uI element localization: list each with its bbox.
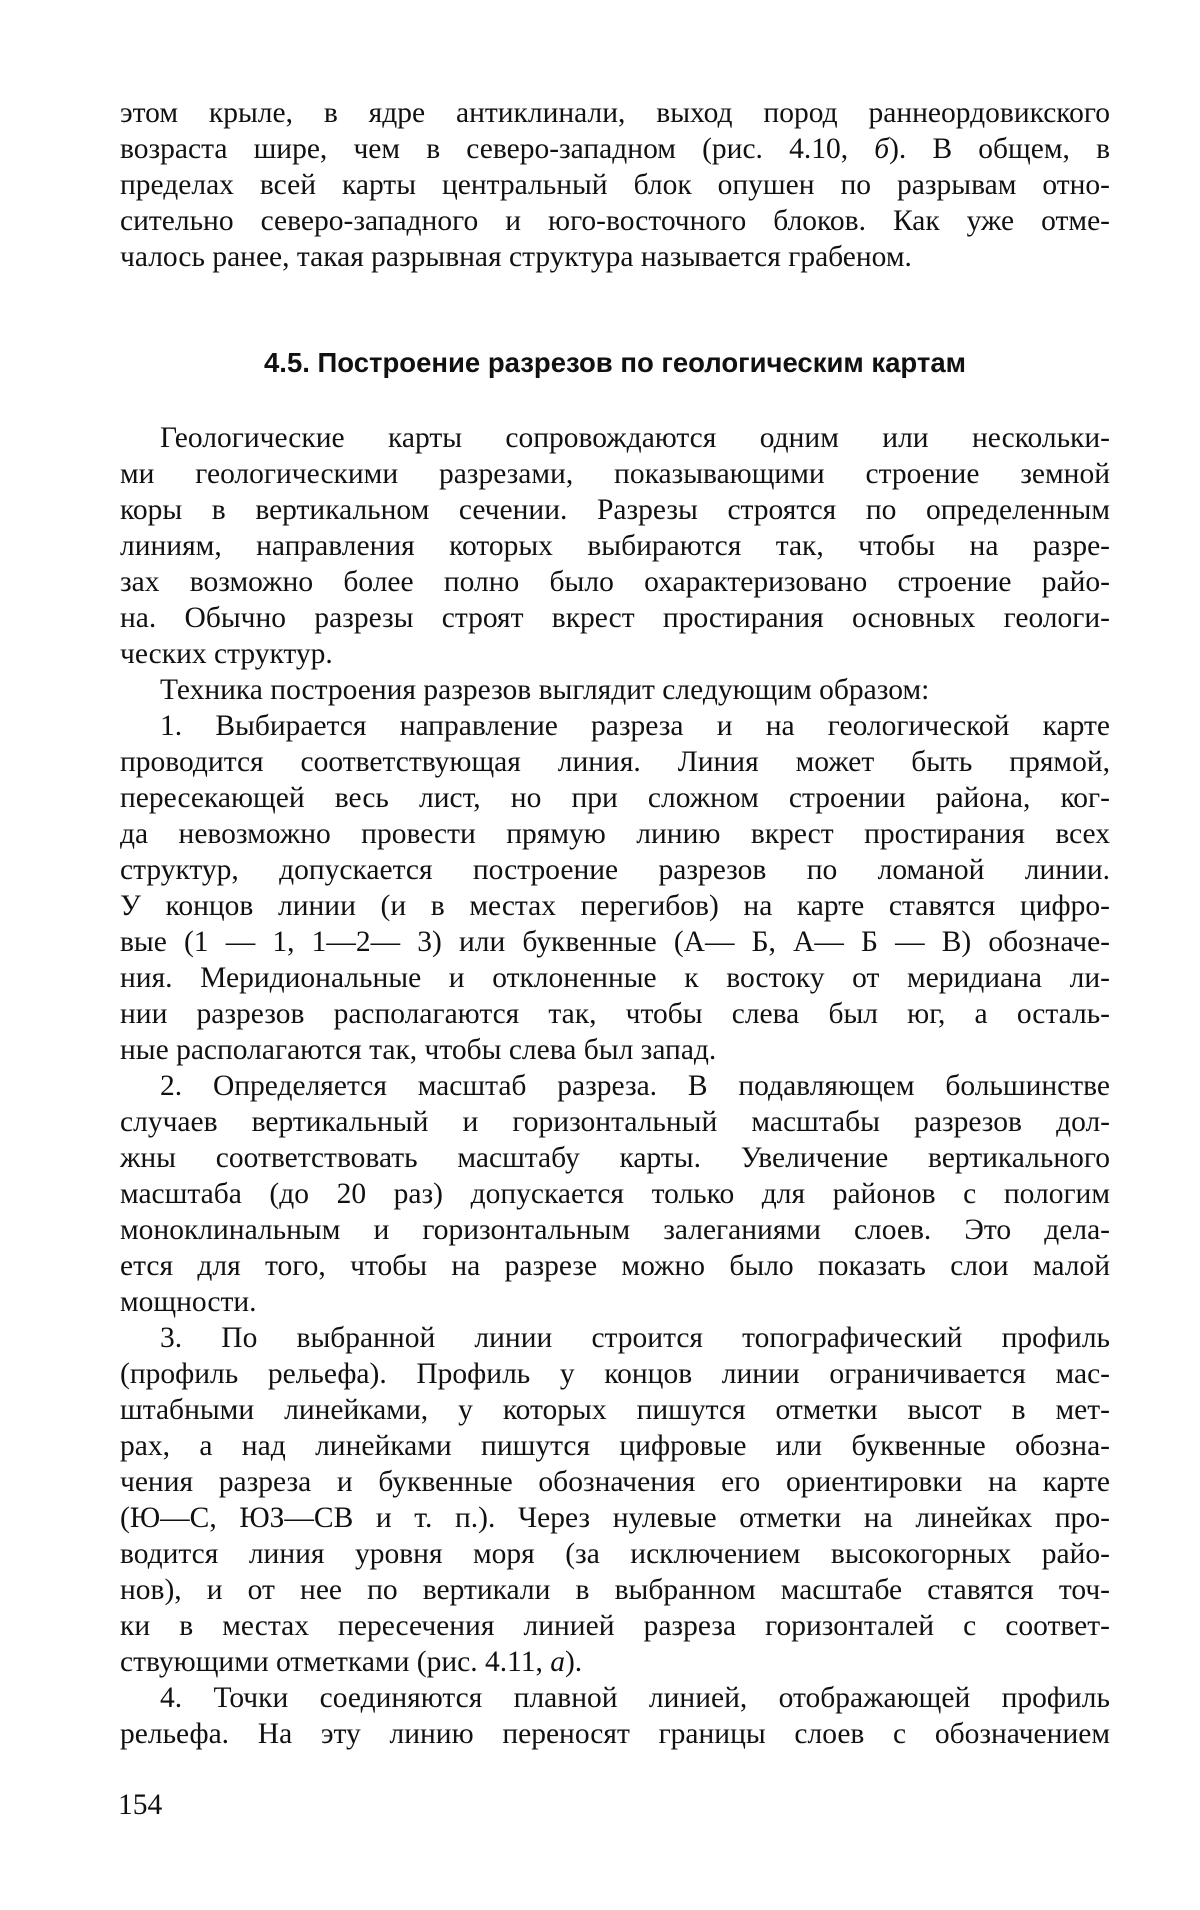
text-line: чения разреза и буквенные обозначения его ориентировки на карте	[120, 1464, 1110, 1500]
text-line: жны соответствовать масштабу карты. Увеличение вертикального	[120, 1140, 1110, 1176]
text-line: Геологические карты сопровождаются одним или нескольки-	[160, 420, 1110, 456]
italic-figure-label: б	[874, 133, 889, 165]
text-line: коры в вертикальном сечении. Разрезы строятся по определенным	[120, 492, 1110, 528]
text-fragment: ). В общем, в	[889, 133, 1110, 165]
page-number: 154	[118, 1787, 162, 1823]
italic-figure-label: а	[550, 1646, 565, 1678]
section-heading: 4.5. Построение разрезов по геологическим картам	[120, 343, 1110, 383]
text-fragment: ствующими отметками (рис. 4.11,	[120, 1646, 543, 1678]
text-line: пересекающей весь лист, но при сложном строении района, ког-	[120, 780, 1110, 816]
text-line: 3. По выбранной линии строится топографический профиль	[160, 1320, 1110, 1356]
text-line: У концов линии (и в местах перегибов) на карте ставятся цифро-	[120, 888, 1110, 924]
text-fragment: возраста шире, чем в северо-западном (рис. 4.10,	[120, 133, 848, 165]
text-line: рельефа. На эту линию переносят границы слоев с обозначением	[120, 1716, 1110, 1752]
text-line: ется для того, чтобы на разрезе можно было показать слои малой	[120, 1248, 1110, 1284]
text-line: водится линия уровня моря (за исключением высокогорных райо-	[120, 1536, 1110, 1572]
text-line: зах возможно более полно было охарактеризовано строение райо-	[120, 564, 1110, 600]
text-line: 1. Выбирается направление разреза и на геологической карте	[160, 708, 1110, 744]
text-line: нов), и от нее по вертикали в выбранном масштабе ставятся точ-	[120, 1572, 1110, 1608]
text-line: рах, а над линейками пишутся цифровые или буквенные обозна-	[120, 1428, 1110, 1464]
text-line: 2. Определяется масштаб разреза. В подавляющем большинстве	[160, 1068, 1110, 1104]
text-line: вые (1 — 1, 1—2— 3) или буквенные (А— Б, А— Б — В) обозначе-	[120, 924, 1110, 960]
text-line: структур, допускается построение разрезов по ломаной линии.	[120, 852, 1110, 888]
text-line: нии разрезов располагаются так, чтобы слева был юг, а осталь-	[120, 996, 1110, 1032]
book-page	[0, 0, 1200, 1910]
text-line: ния. Меридиональные и отклоненные к востоку от меридиана ли-	[120, 960, 1110, 996]
text-line: да невозможно провести прямую линию вкрест простирания всех	[120, 816, 1110, 852]
text-line: штабными линейками, у которых пишутся отметки высот в мет-	[120, 1392, 1110, 1428]
text-fragment: ).	[565, 1646, 582, 1678]
text-line: (Ю—С, ЮЗ—СВ и т. п.). Через нулевые отметки на линейках про-	[120, 1500, 1110, 1536]
text-line: этом крыле, в ядре антиклинали, выход пород раннеордовикского	[120, 95, 1110, 131]
text-line	[120, 1644, 1110, 1680]
text-line: пределах всей карты центральный блок опушен по разрывам отно-	[120, 167, 1110, 203]
text-line: проводится соответствующая линия. Линия может быть прямой,	[120, 744, 1110, 780]
text-line: ки в местах пересечения линией разреза горизонталей с соответ-	[120, 1608, 1110, 1644]
text-line: ми геологическими разрезами, показывающими строение земной	[120, 456, 1110, 492]
text-line: сительно северо-западного и юго-восточного блоков. Как уже отме-	[120, 203, 1110, 239]
text-line: масштаба (до 20 раз) допускается только для районов с пологим	[120, 1176, 1110, 1212]
text-line: мощности.	[120, 1284, 1110, 1320]
text-line: 4. Точки соединяются плавной линией, отображающей профиль	[160, 1680, 1110, 1716]
text-line: (профиль рельефа). Профиль у концов линии ограничивается мас-	[120, 1356, 1110, 1392]
text-line: случаев вертикальный и горизонтальный масштабы разрезов дол-	[120, 1104, 1110, 1140]
text-line: Техника построения разрезов выглядит следующим образом:	[160, 672, 1110, 708]
text-line: линиям, направления которых выбираются так, чтобы на разре-	[120, 528, 1110, 564]
text-line: ные располагаются так, чтобы слева был запад.	[120, 1032, 1110, 1068]
text-line	[120, 131, 1110, 167]
text-line: чалось ранее, такая разрывная структура называется грабеном.	[120, 239, 1110, 275]
text-line: ческих структур.	[120, 636, 1110, 672]
text-line: моноклинальным и горизонтальным залеганиями слоев. Это дела-	[120, 1212, 1110, 1248]
text-line: на. Обычно разрезы строят вкрест простирания основных геологи-	[120, 600, 1110, 636]
